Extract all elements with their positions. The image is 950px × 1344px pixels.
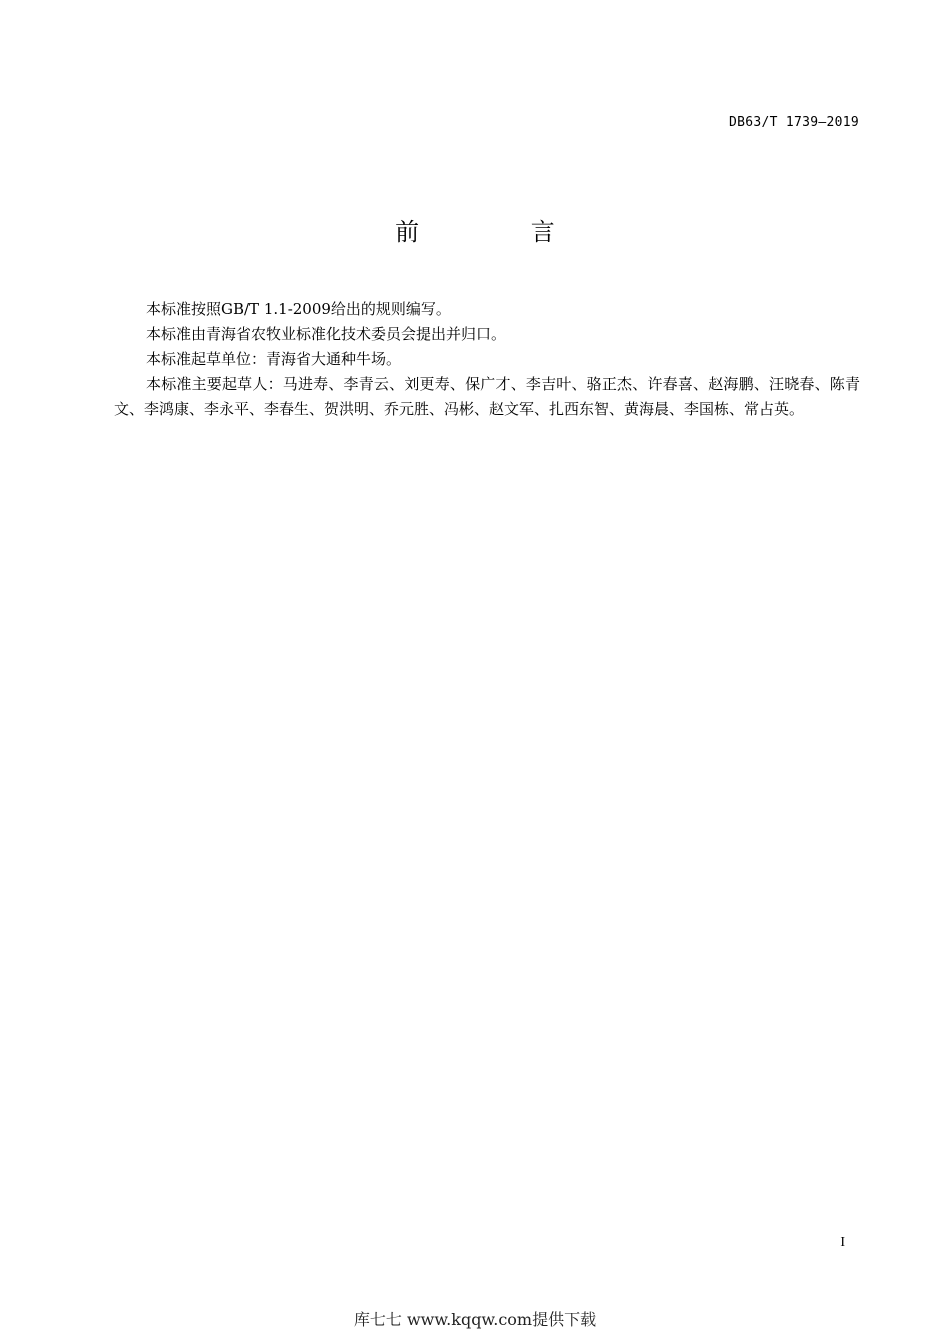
paragraph-proposer: 本标准由青海省农牧业标准化技术委员会提出并归口。 bbox=[146, 325, 507, 343]
paragraph-drafters: 本标准主要起草人：马进寿、李青云、刘更寿、保广才、李吉叶、骆正杰、许春喜、赵海鹏、汪晓春、陈青文、李鸿康、李永平、李春生、贺洪明、乔元胜、冯彬、赵文军、扎西东智、黄海晨、李国栋、常占英。 bbox=[114, 375, 860, 418]
paragraph-drafting-rules: 本标准按照GB/T 1.1-2009给出的规则编写。 bbox=[146, 300, 451, 318]
paragraph-drafting-unit: 本标准起草单位：青海省大通种牛场。 bbox=[146, 350, 402, 368]
foreword-content bbox=[114, 297, 860, 422]
page-number: I bbox=[840, 1235, 845, 1250]
page-title: 前 言 bbox=[395, 218, 607, 246]
footer-watermark: 库七七 www.kqqw.com提供下载 bbox=[353, 1310, 597, 1329]
standard-code: DB63/T 1739—2019 bbox=[728, 115, 859, 130]
